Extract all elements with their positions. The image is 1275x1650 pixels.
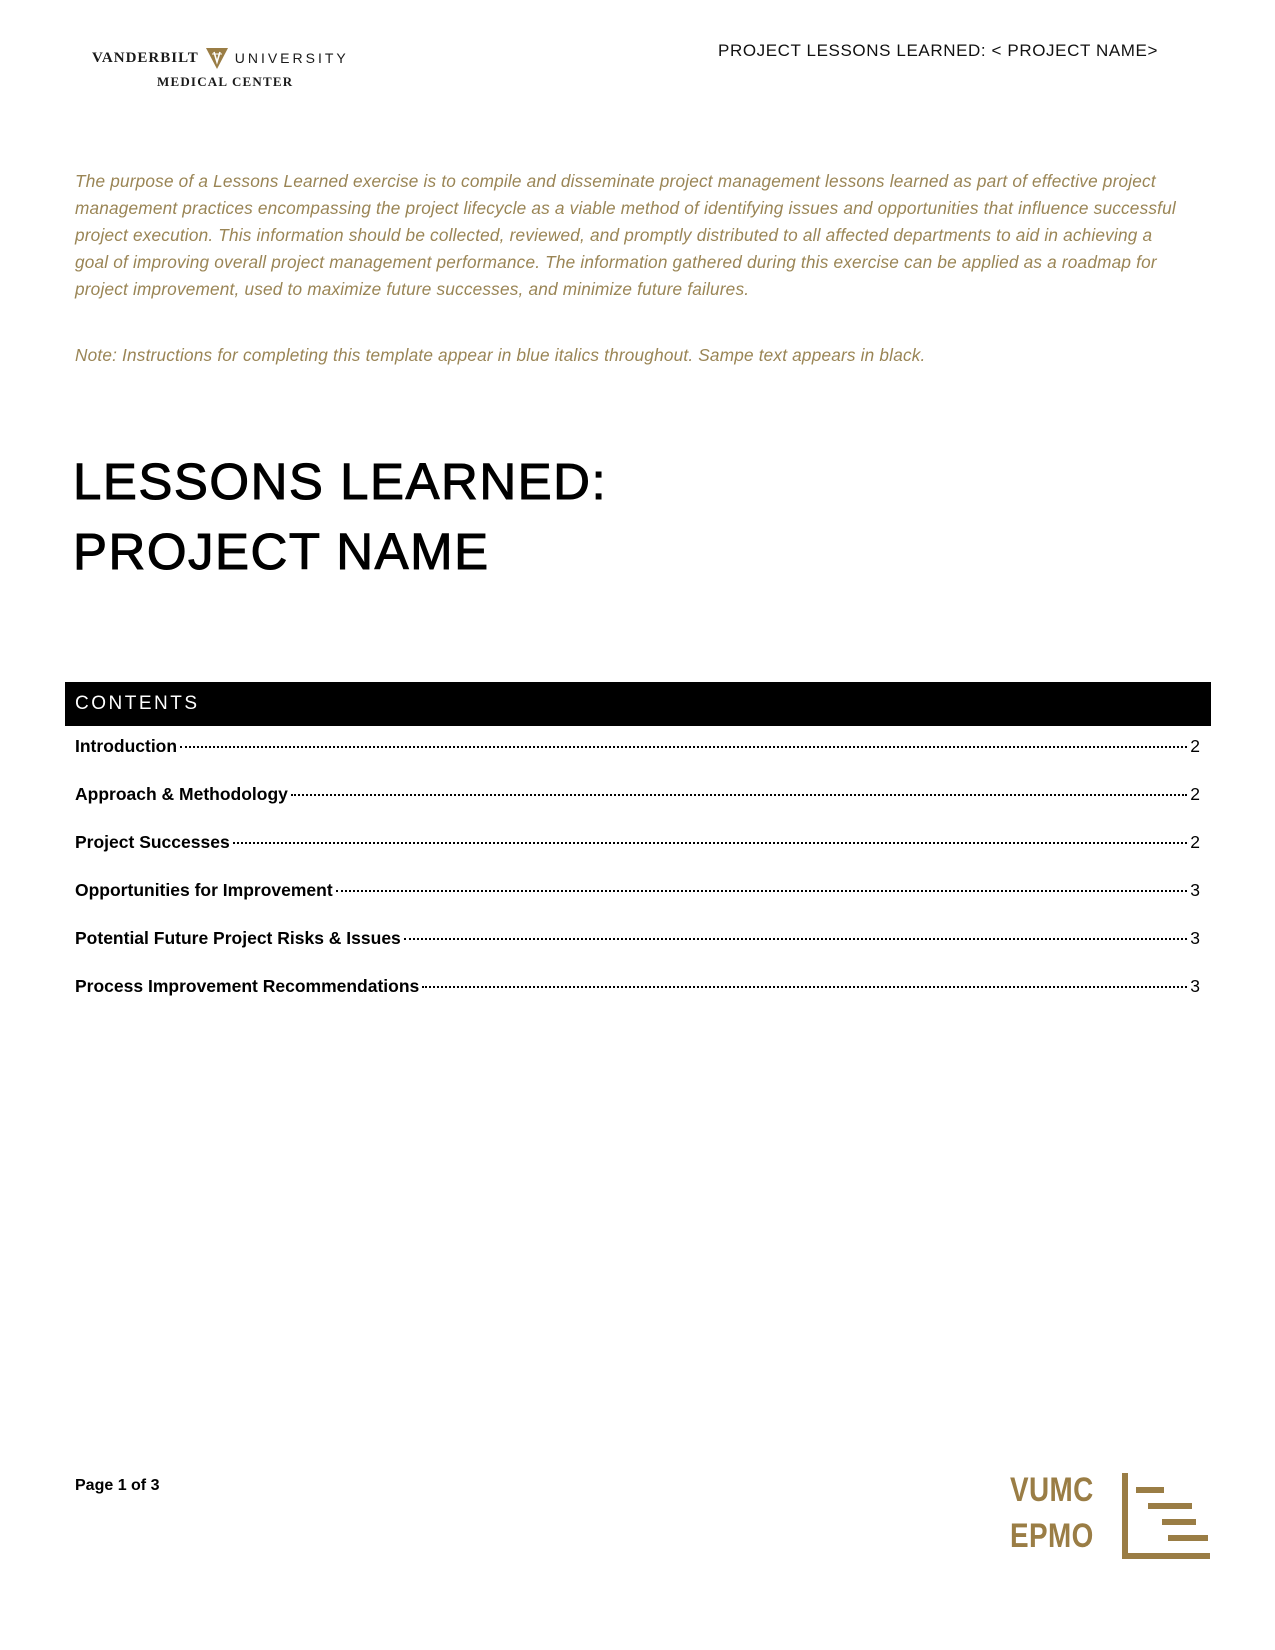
toc-dot-leader (404, 938, 1187, 940)
toc-entry-label: Potential Future Project Risks & Issues (75, 928, 401, 948)
vanderbilt-v-icon (205, 46, 229, 70)
vanderbilt-logo (92, 44, 362, 94)
page-number: Page 1 of 3 (75, 1477, 160, 1494)
toc-entry-label: Introduction (75, 736, 178, 756)
logo-name-left: VANDERBILT (92, 49, 199, 66)
vumc-epmo-logo (1010, 1467, 1210, 1567)
toc-dot-leader (233, 842, 1188, 844)
toc-dot-leader (336, 890, 1188, 892)
toc-entry[interactable] (75, 736, 1200, 784)
toc-entry-page: 2 (1190, 832, 1200, 852)
epmo-logo-line-2: EPMO (1010, 1517, 1094, 1555)
toc-entry-label: Process Improvement Recommendations (75, 976, 420, 996)
gantt-chart-icon (1122, 1473, 1212, 1563)
toc-entry[interactable] (75, 880, 1200, 928)
toc-entry-page: 3 (1190, 976, 1200, 996)
header-title: PROJECT LESSONS LEARNED: < PROJECT NAME> (718, 41, 1158, 60)
instruction-note: Note: Instructions for completing this template appear in blue italics throughout. Sampe text appears in black. (75, 345, 926, 365)
toc-dot-leader (422, 986, 1187, 988)
logo-name-right: UNIVERSITY (234, 50, 349, 66)
title-line-1: LESSONS LEARNED: (73, 453, 608, 510)
intro-paragraph: The purpose of a Lessons Learned exercise is to compile and disseminate project management lessons learned as part of effective project management practices encompassing the project lifecycle as a viable method of identifying issues and opportunities that influence successful project execution. This information should be collected, reviewed, and promptly distributed to all affected departments to aid in achieving a goal of improving overall project management performance. The information gathered during this exercise can be applied as a roadmap for project improvement, used to maximize future successes, and minimize future failures. (75, 171, 1176, 299)
toc-entry-page: 3 (1190, 880, 1200, 900)
document-title (73, 447, 607, 587)
table-of-contents (75, 736, 1200, 1024)
toc-entry-page: 2 (1190, 784, 1200, 804)
toc-entry[interactable] (75, 928, 1200, 976)
title-line-2: PROJECT NAME (73, 523, 490, 580)
toc-dot-leader (180, 746, 1187, 748)
toc-entry-label: Opportunities for Improvement (75, 880, 333, 900)
contents-heading: CONTENTS (65, 682, 1211, 726)
toc-dot-leader (291, 794, 1187, 796)
toc-entry-label: Project Successes (75, 832, 230, 852)
toc-entry[interactable] (75, 976, 1200, 1024)
toc-entry-page: 3 (1190, 928, 1200, 948)
toc-entry-label: Approach & Methodology (75, 784, 288, 804)
toc-entry-page: 2 (1190, 736, 1200, 756)
epmo-logo-line-1: VUMC (1010, 1471, 1094, 1509)
logo-subline: MEDICAL CENTER (157, 74, 294, 89)
toc-entry[interactable] (75, 832, 1200, 880)
toc-entry[interactable] (75, 784, 1200, 832)
